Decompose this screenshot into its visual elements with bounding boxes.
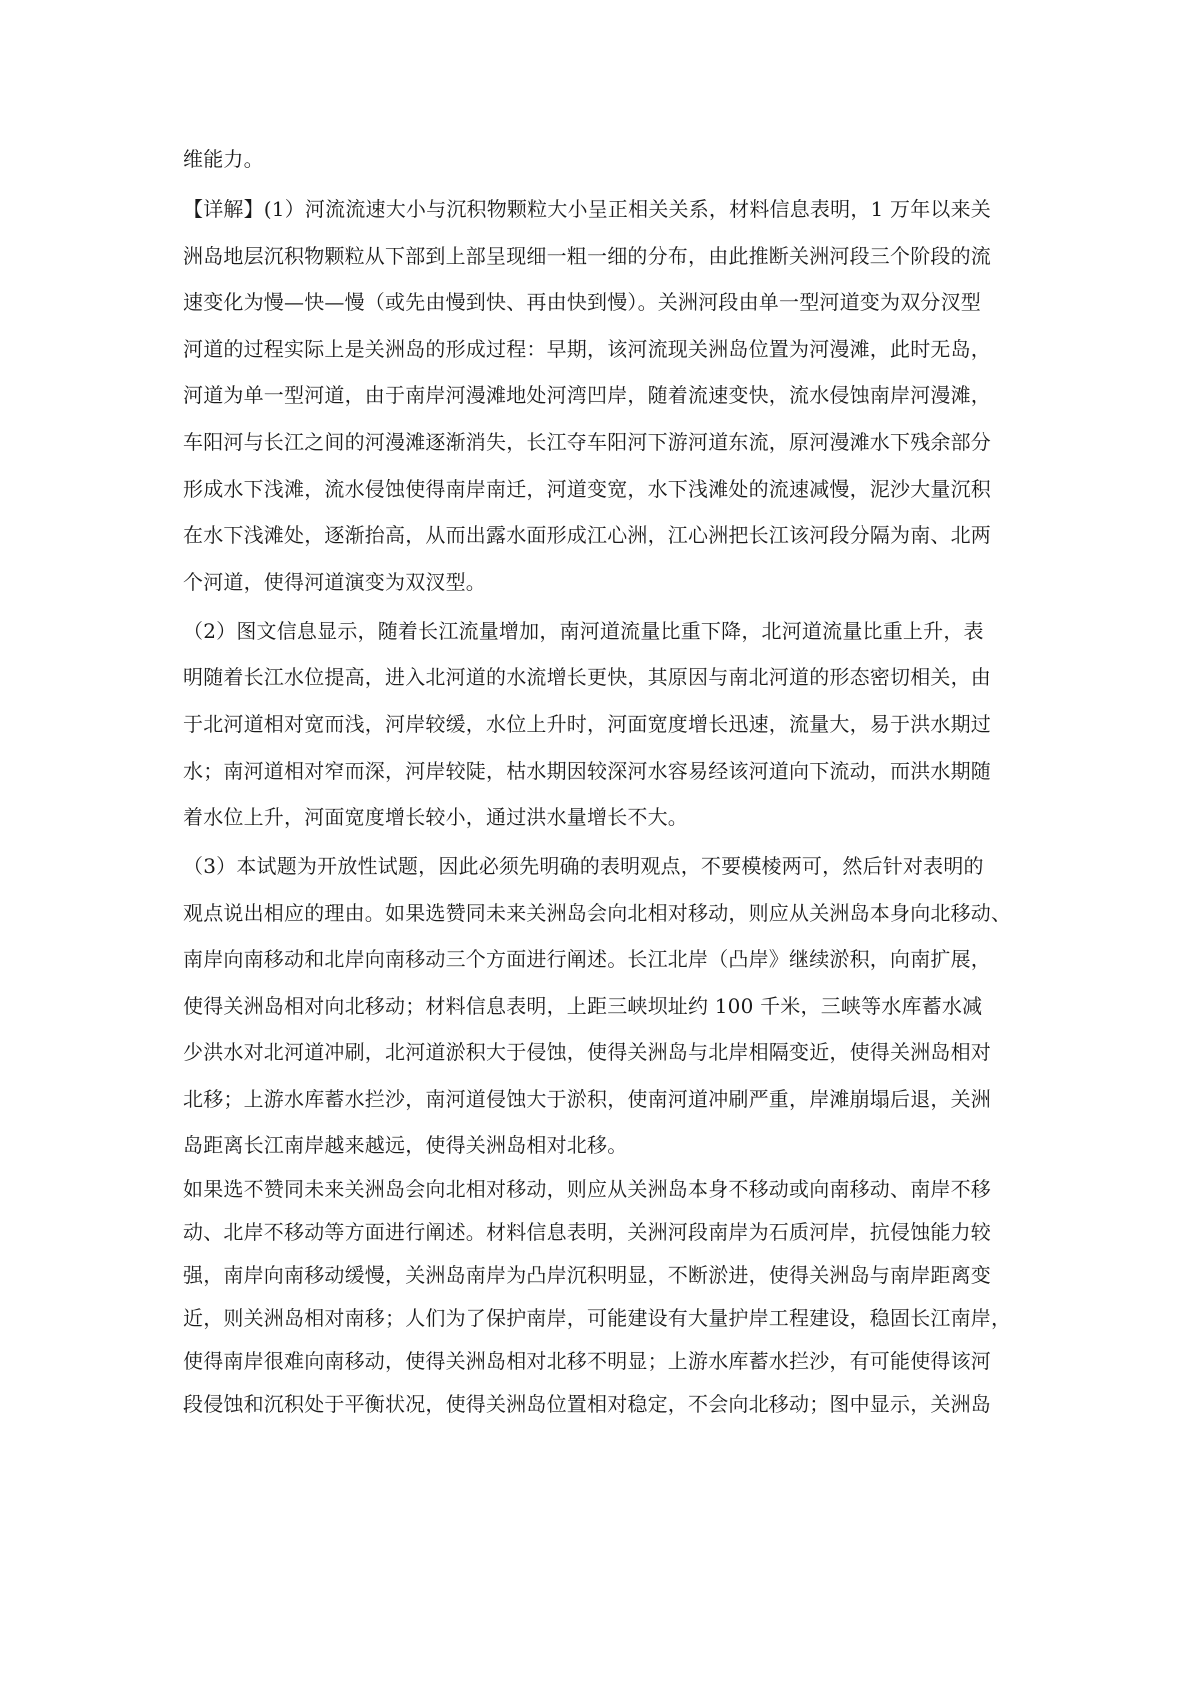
text-line: （3）本试题为开放性试题，因此必须先明确的表明观点，不要模棱两可，然后针对表明的 <box>183 854 984 878</box>
text-line: 形成水下浅滩，流水侵蚀使得南岸南迁，河道变宽，水下浅滩处的流速减慢，泥沙大量沉积 <box>183 477 991 501</box>
text-line: 使得南岸很难向南移动，使得关洲岛相对北移不明显；上游水库蓄水拦沙，有可能使得该河 <box>183 1349 991 1373</box>
text-line: 在水下浅滩处，逐渐抬高，从而出露水面形成江心洲，江心洲把长江该河段分隔为南、北两 <box>183 523 991 547</box>
text-line: 明随着长江水位提高，进入北河道的水流增长更快，其原因与南北河道的形态密切相关，由 <box>183 665 991 689</box>
text-line: 观点说出相应的理由。如果选赞同未来关洲岛会向北相对移动，则应从关洲岛本身向北移动、 <box>183 901 1012 925</box>
text-line: 洲岛地层沉积物颗粒从下部到上部呈现细一粗一细的分布，由此推断关洲河段三个阶段的流 <box>183 244 991 268</box>
text-line: 段侵蚀和沉积处于平衡状况，使得关洲岛位置相对稳定，不会向北移动；图中显示，关洲岛 <box>183 1392 991 1416</box>
text-line: 于北河道相对宽而浅，河岸较缓，水位上升时，河面宽度增长迅速，流量大，易于洪水期过 <box>183 712 991 736</box>
text-line: 着水位上升，河面宽度增长较小，通过洪水量增长不大。 <box>183 805 688 829</box>
text-line: （2）图文信息显示，随着长江流量增加，南河道流量比重下降，北河道流量比重上升，表 <box>183 619 984 643</box>
text-line: 强，南岸向南移动缓慢，关洲岛南岸为凸岸沉积明显，不断淤进，使得关洲岛与南岸距离变 <box>183 1263 991 1287</box>
text-line: 使得关洲岛相对向北移动；材料信息表明，上距三峡坝址约 100 千米，三峡等水库蓄水减 <box>183 994 983 1018</box>
text-line: 少洪水对北河道冲刷，北河道淤积大于侵蚀，使得关洲岛与北岸相隔变近，使得关洲岛相对 <box>183 1040 991 1064</box>
text-line: 南岸向南移动和北岸向南移动三个方面进行阐述。长江北岸（凸岸》继续淤积，向南扩展， <box>183 947 991 971</box>
text-line: 河道为单一型河道，由于南岸河漫滩地处河湾凹岸，随着流速变快，流水侵蚀南岸河漫滩， <box>183 383 991 407</box>
text-line: 近，则关洲岛相对南移；人们为了保护南岸，可能建设有大量护岸工程建设，稳固长江南岸， <box>183 1306 1012 1330</box>
text-line: 岛距离长江南岸越来越远，使得关洲岛相对北移。 <box>183 1133 628 1157</box>
text-line: 车阳河与长江之间的河漫滩逐渐消失，长江夺车阳河下游河道东流，原河漫滩水下残余部分 <box>183 430 991 454</box>
text-line: 个河道，使得河道演变为双汊型。 <box>183 570 486 594</box>
text-line: 北移；上游水库蓄水拦沙，南河道侵蚀大于淤积，使南河道冲刷严重，岸滩崩塌后退，关洲 <box>183 1087 991 1111</box>
text-line: 速变化为慢—快—慢（或先由慢到快、再由快到慢）。关洲河段由单一型河道变为双分汊型 <box>183 290 981 314</box>
text-line: 水；南河道相对窄而深，河岸较陡，枯水期因较深河水容易经该河道向下流动，而洪水期随 <box>183 759 991 783</box>
text-line: 【详解】(1）河流流速大小与沉积物颗粒大小呈正相关关系，材料信息表明，1 万年以来关 <box>183 197 992 221</box>
text-line: 维能力。 <box>183 147 264 171</box>
text-line: 动、北岸不移动等方面进行阐述。材料信息表明，关洲河段南岸为石质河岸，抗侵蚀能力较 <box>183 1220 991 1244</box>
text-line: 河道的过程实际上是关洲岛的形成过程：早期，该河流现关洲岛位置为河漫滩，此时无岛， <box>183 337 991 361</box>
text-line: 如果选不赞同未来关洲岛会向北相对移动，则应从关洲岛本身不移动或向南移动、南岸不移 <box>183 1177 991 1201</box>
